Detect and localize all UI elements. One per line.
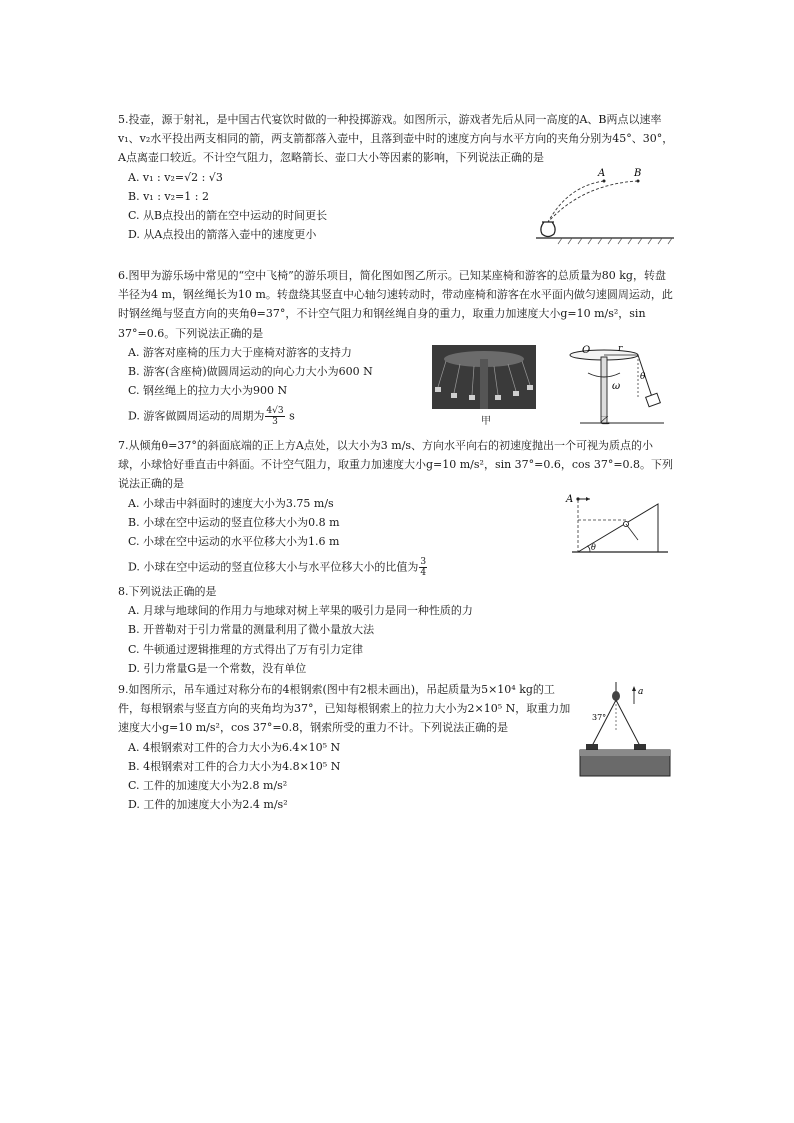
question-7-option-b: B. 小球在空中运动的竖直位移大小为0.8 m [128, 515, 340, 529]
question-8-stem: 8.下列说法正确的是 [118, 585, 217, 598]
clamp-right [634, 744, 646, 750]
trajectory-b [548, 181, 638, 222]
clamp-left [586, 744, 598, 750]
theta-label: θ [591, 543, 596, 552]
pot-icon [541, 222, 555, 237]
option-d-prefix: D. 游客做圆周运动的周期为 [128, 409, 265, 423]
question-5-option-c: C. 从B点投出的箭在空中运动的时间更长 [128, 209, 328, 223]
question-6-option-b: B. 游客(含座椅)做圆周运动的向心力大小为600 N [128, 365, 373, 379]
incline [578, 504, 658, 552]
period-fraction [265, 406, 284, 427]
fraction-numerator: 3 [420, 557, 427, 568]
question-5-figure [528, 164, 678, 248]
question-8 [118, 582, 674, 678]
fraction-numerator: 4√3 [266, 406, 284, 417]
theta-label: θ [640, 372, 646, 382]
question-7-option-c: C. 小球在空中运动的水平位移大小为1.6 m [128, 535, 340, 549]
omega-label: ω [612, 381, 621, 392]
question-7-option-d [128, 557, 674, 578]
question-5-option-d: D. 从A点投出的箭落入壶中的速度更小 [128, 228, 317, 242]
fraction-denominator: 4 [420, 568, 427, 579]
angle-37-label: 37° [592, 713, 607, 722]
question-6-option-c: C. 钢丝绳上的拉力大小为900 N [128, 384, 288, 398]
question-6-option-a: A. 游客对座椅的压力大于座椅对游客的支持力 [128, 345, 352, 359]
trajectory-a [548, 181, 604, 222]
flying-chairs-photo [432, 345, 536, 409]
fraction-denominator: 3 [272, 417, 278, 428]
question-9-figure [578, 682, 674, 780]
question-9-stem: 9.如图所示，吊车通过对称分布的4根钢索(图中有2根未画出)，吊起质量为5×10⁴ kg的工件，每根钢索与竖直方向的夹角均为37°，已知每根钢索上的拉力大小为2×10⁵ N，取重力加速度大小g=10 m/s²，cos 37°=0.8，钢索所受的重力不计。下列说法正确的是 [118, 683, 571, 735]
steel-cable-right [616, 700, 640, 746]
question-5-option-b: B. v₁ : v₂=1 : 2 [128, 189, 209, 203]
option-d-suffix: s [285, 409, 295, 423]
velocity-arrowhead [586, 497, 590, 501]
question-7-option-a: A. 小球击中斜面时的速度大小为3.75 m/s [128, 496, 334, 510]
question-8-option-c: C. 牛顿通过逻辑推理的方式得出了万有引力定律 [128, 642, 364, 656]
question-9-option-b: B. 4根钢索对工件的合力大小为4.8×10⁵ N [128, 759, 341, 773]
point-a-label: A [598, 168, 606, 179]
question-5-option-a: A. v₁ : v₂=√2 : √3 [128, 170, 223, 184]
crane-hook [612, 691, 620, 701]
question-5-stem: 5.投壶，源于射礼，是中国古代宴饮时做的一种投掷游戏。如图所示，游戏者先后从同一高度的A、B两点以速率v₁、v₂水平投出两支相同的箭，两支箭都落入壶中，且落到壶中时的速度方向与水平方向的夹角分别为45°、30°，A点离壶口较近。不计空气阻力，忽略箭长、壶口大小等因素的影响，下列说法正确的是 [118, 113, 674, 165]
point-a-label: A [566, 494, 574, 505]
question-6-stem: 6.图甲为游乐场中常见的“空中飞椅”的游乐项目，简化图如图乙所示。已知某座椅和游客的总质量为80 kg，转盘半径为4 m，钢丝绳长为10 m。转盘绕其竖直中心轴匀速转动时，带动座椅和游客在水平面内做匀速圆周运动，此时钢丝绳与竖直方向的夹角θ=37°，不计空气阻力和钢丝绳自身的重力，取重力加速度大小g=10 m/s²，sin 37°=0.6。下列说法正确的是 [118, 269, 673, 340]
steel-cable-left [592, 700, 616, 746]
point-b-label: B [634, 168, 642, 179]
question-9-option-d: D. 工件的加速度大小为2.4 m/s² [128, 798, 288, 812]
chair-box [646, 393, 661, 407]
question-8-option-b: B. 开普勒对于引力常量的测量利用了微小量放大法 [128, 623, 375, 637]
figure-jia-label: 甲 [481, 416, 491, 427]
question-6-figure-yi [560, 343, 670, 425]
radius-r-label: r [618, 344, 623, 354]
acceleration-arrowhead [632, 686, 636, 691]
option-d-prefix: D. 小球在空中运动的竖直位移大小与水平位移大小的比值为 [128, 560, 419, 574]
question-9-option-a: A. 4根钢索对工件的合力大小为6.4×10⁵ N [128, 740, 341, 754]
question-7-stem: 7.从倾角θ=37°的斜面底端的正上方A点处，以大小为3 m/s、方向水平向右的初速度抛出一个可视为质点的小球，小球恰好垂直击中斜面。不计空气阻力，取重力加速度大小g=10 m/s²，sin 37°=0.6，cos 37°=0.8。下列说法正确的是 [118, 439, 674, 491]
question-8-option-a: A. 月球与地球间的作用力与地球对树上苹果的吸引力是同一种性质的力 [128, 604, 473, 618]
question-8-option-d: D. 引力常量G是一个常数，没有单位 [128, 661, 307, 675]
question-7-figure [564, 490, 674, 560]
acceleration-a-label: a [638, 687, 644, 697]
question-9-option-c: C. 工件的加速度大小为2.8 m/s² [128, 779, 288, 793]
figure-yi-label: 乙 [600, 416, 610, 427]
ratio-fraction [419, 557, 427, 578]
center-o-label: O [582, 345, 591, 356]
